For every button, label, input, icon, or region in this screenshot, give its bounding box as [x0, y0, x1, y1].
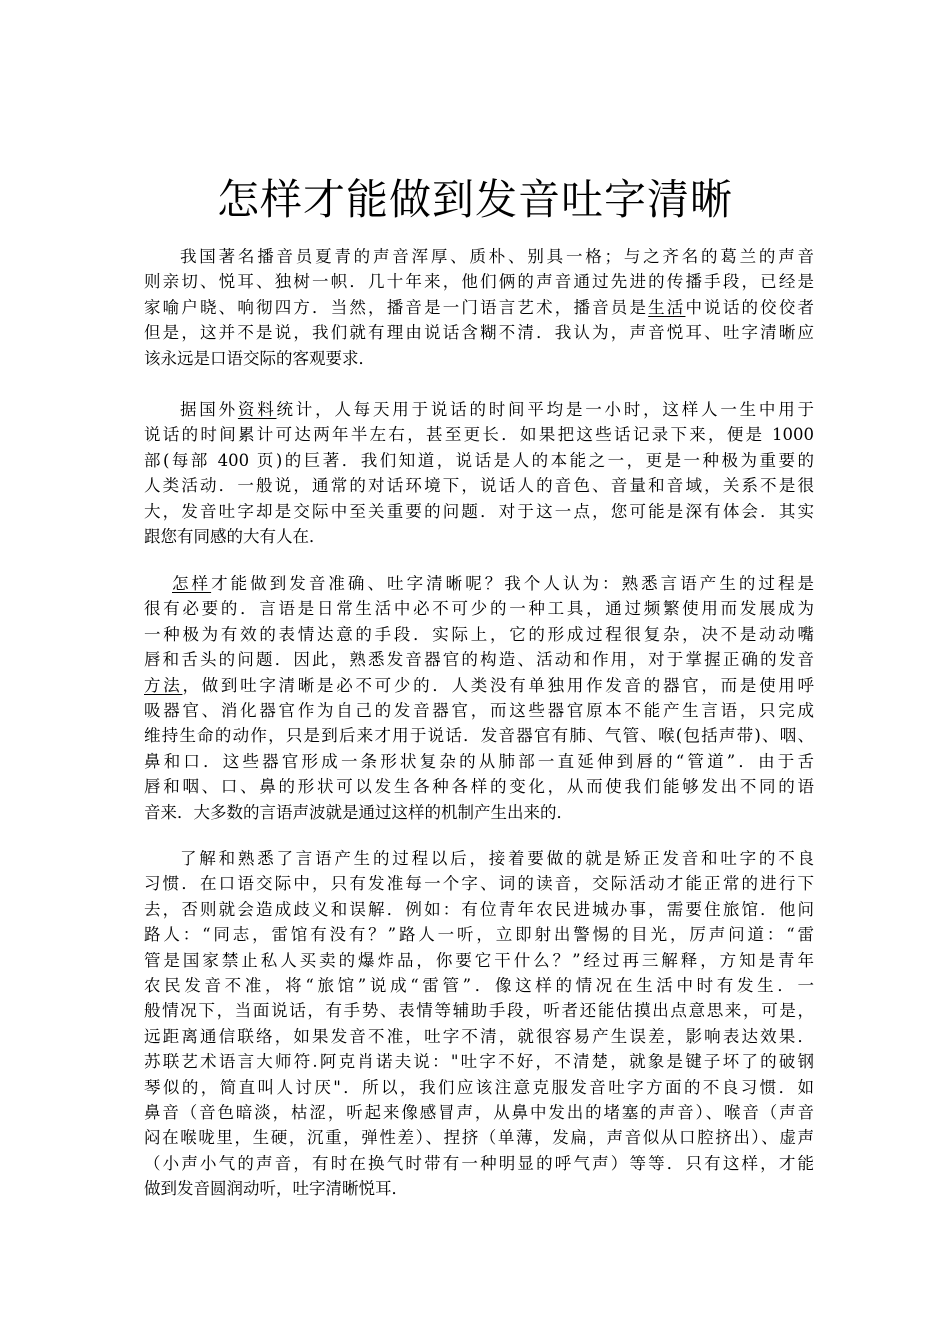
text-line	[144, 1100, 814, 1125]
text-line	[144, 397, 814, 422]
text-run: （小声小气的声音，有时在换气时带有一种明显的呼气声）等等．只有这样，才能	[144, 1153, 814, 1173]
text-run: 音来．大多数的言语声波就是通过这样的机制产生出来的．	[144, 802, 573, 822]
text-run: 远距离通信联络，如果发音不准，吐字不清，就很容易产生误差，影响表达效果．	[144, 1026, 814, 1046]
text-run: 农民发音不准，将“旅馆”说成“雷管”．像这样的情况在生活中时有发生．一	[144, 976, 814, 996]
text-line	[144, 571, 814, 596]
text-run: 管是国家禁止私人买卖的爆炸品，你要它干什么？”经过再三解释，方知是青年	[144, 950, 814, 970]
text-run: 般情况下，当面说话，有手势、表情等辅助手段，听者还能估摸出点意思来，可是，	[144, 1001, 814, 1021]
paragraph-4	[144, 846, 814, 1202]
text-run: 一种极为有效的表情达意的手段．实际上，它的形成过程很复杂，决不是动动嘴	[144, 624, 814, 644]
text-line	[144, 922, 814, 947]
text-line	[144, 1024, 814, 1049]
inline-link[interactable]: 生活	[648, 297, 686, 317]
document-title: 怎样才能做到发音吐字清晰	[216, 175, 733, 224]
text-line	[144, 1125, 814, 1150]
text-line	[144, 244, 814, 269]
text-run: 该永远是口语交际的客观要求．	[144, 348, 375, 368]
paragraph-1	[144, 244, 814, 371]
text-line	[144, 723, 814, 748]
text-run: 说话的时间累计可达两年半左右，甚至更长．如果把这些话记录下来，便是 1000	[144, 425, 814, 445]
text-line	[144, 673, 814, 698]
inline-link[interactable]: 资料	[237, 400, 277, 419]
paragraph-2	[144, 397, 814, 549]
text-run: 才能做到发音准确、吐字清晰呢？我个人认为：熟悉言语产生的过程是	[211, 574, 814, 593]
paragraph-3	[144, 571, 814, 825]
text-run: 我国著名播音员夏青的声音浑厚、质朴、别具一格；与之齐名的葛兰的声音	[180, 247, 814, 266]
text-run: 据国外	[180, 400, 238, 419]
text-run: 琴似的，简直叫人讨厌"．所以，我们应该注意克服发音吐字方面的不良习惯．如	[144, 1077, 814, 1097]
text-run: 习惯．在口语交际中，只有发准每一个字、词的读音，交际活动才能正常的进行下	[144, 874, 814, 894]
inline-link[interactable]: 怎样	[172, 574, 212, 593]
text-line	[144, 346, 814, 371]
text-line	[144, 320, 814, 345]
text-line	[144, 647, 814, 672]
text-run: 统计，人每天用于说话的时间平均是一小时，这样人一生中用于	[276, 400, 814, 419]
text-line	[144, 749, 814, 774]
text-run: 家喻户晓、响彻四方．当然，播音是一门语言艺术，播音员是	[144, 297, 649, 317]
text-line	[144, 800, 814, 825]
text-line	[144, 698, 814, 723]
text-run: 部(每部 400 页)的巨著．我们知道，说话是人的本能之一，更是一种极为重要的	[144, 450, 814, 470]
text-run: 闷在喉咙里，生硬，沉重，弹性差）、捏挤（单薄，发扁，声音似从口腔挤出）、虚声	[144, 1128, 814, 1148]
inline-link[interactable]: 方法	[144, 675, 183, 695]
text-line	[144, 774, 814, 799]
text-run: 鼻音（音色暗淡，枯涩，听起来像感冒声，从鼻中发出的堵塞的声音）、喉音（声音	[144, 1103, 814, 1123]
text-run: ，做到吐字清晰是必不可少的．人类没有单独用作发音的器官，而是使用呼	[182, 675, 815, 695]
text-run: 鼻和口．这些器官形成一条形状复杂的从肺部一直延伸到唇的“管道”．由于舌	[144, 751, 814, 771]
text-run: 很有必要的．言语是日常生活中必不可少的一种工具，通过频繁使用而发展成为	[144, 599, 814, 619]
text-line	[144, 846, 814, 871]
text-line	[144, 622, 814, 647]
text-line	[144, 473, 814, 498]
text-run: 唇和舌头的问题．因此，熟悉发音器官的构造、活动和作用，对于掌握正确的发音	[144, 650, 814, 670]
text-run: 唇和咽、口、鼻的形状可以发生各种各样的变化，从而使我们能够发出不同的语	[144, 777, 814, 797]
text-line	[144, 295, 814, 320]
text-run: 了解和熟悉了言语产生的过程以后，接着要做的就是矫正发音和吐字的不良	[180, 849, 814, 868]
text-line	[144, 269, 814, 294]
text-run: 苏联艺术语言大师符.阿克肖诺夫说："吐字不好，不清楚，就象是键子坏了的破钢	[144, 1052, 814, 1072]
text-line	[144, 897, 814, 922]
text-run: 维持生命的动作，只是到后来才用于说话．发音器官有肺、气管、喉(包括声带)、咽、	[144, 726, 814, 746]
text-line	[144, 1176, 814, 1201]
text-run: 大，发音吐字却是交际中至关重要的问题．对于这一点，您可能是深有体会．其实	[144, 501, 814, 521]
text-run: 但是，这并不是说，我们就有理由说话含糊不清．我认为，声音悦耳、吐字清晰应	[144, 323, 814, 343]
text-line	[144, 422, 814, 447]
text-line	[144, 998, 814, 1023]
text-line	[144, 973, 814, 998]
text-run: 做到发音圆润动听，吐字清晰悦耳．	[144, 1179, 408, 1199]
text-run: 中说话的佼佼者	[685, 297, 815, 317]
text-line	[144, 871, 814, 896]
text-line	[144, 1075, 814, 1100]
text-run: 吸器官、消化器官作为自己的发音器官，而这些器官原本不能产生言语，只完成	[144, 701, 814, 721]
text-run: 则亲切、悦耳、独树一帜．几十年来，他们俩的声音通过先进的传播手段，已经是	[144, 272, 814, 292]
text-line	[144, 499, 814, 524]
text-line	[144, 524, 814, 549]
text-run: 路人：“同志，雷馆有没有？”路人一听，立即射出警惕的目光，厉声问道：“雷	[144, 925, 814, 945]
text-line	[144, 948, 814, 973]
text-run: 去，否则就会造成歧义和误解．例如：有位青年农民进城办事，需要住旅馆．他问	[144, 899, 814, 919]
text-line	[144, 448, 814, 473]
text-line	[144, 1151, 814, 1176]
text-line	[144, 596, 814, 621]
text-line	[144, 1049, 814, 1074]
text-run: 人类活动．一般说，通常的对话环境下，说话人的音色、音量和音域，关系不是很	[144, 476, 814, 496]
text-run: 跟您有同感的大有人在．	[144, 527, 326, 547]
